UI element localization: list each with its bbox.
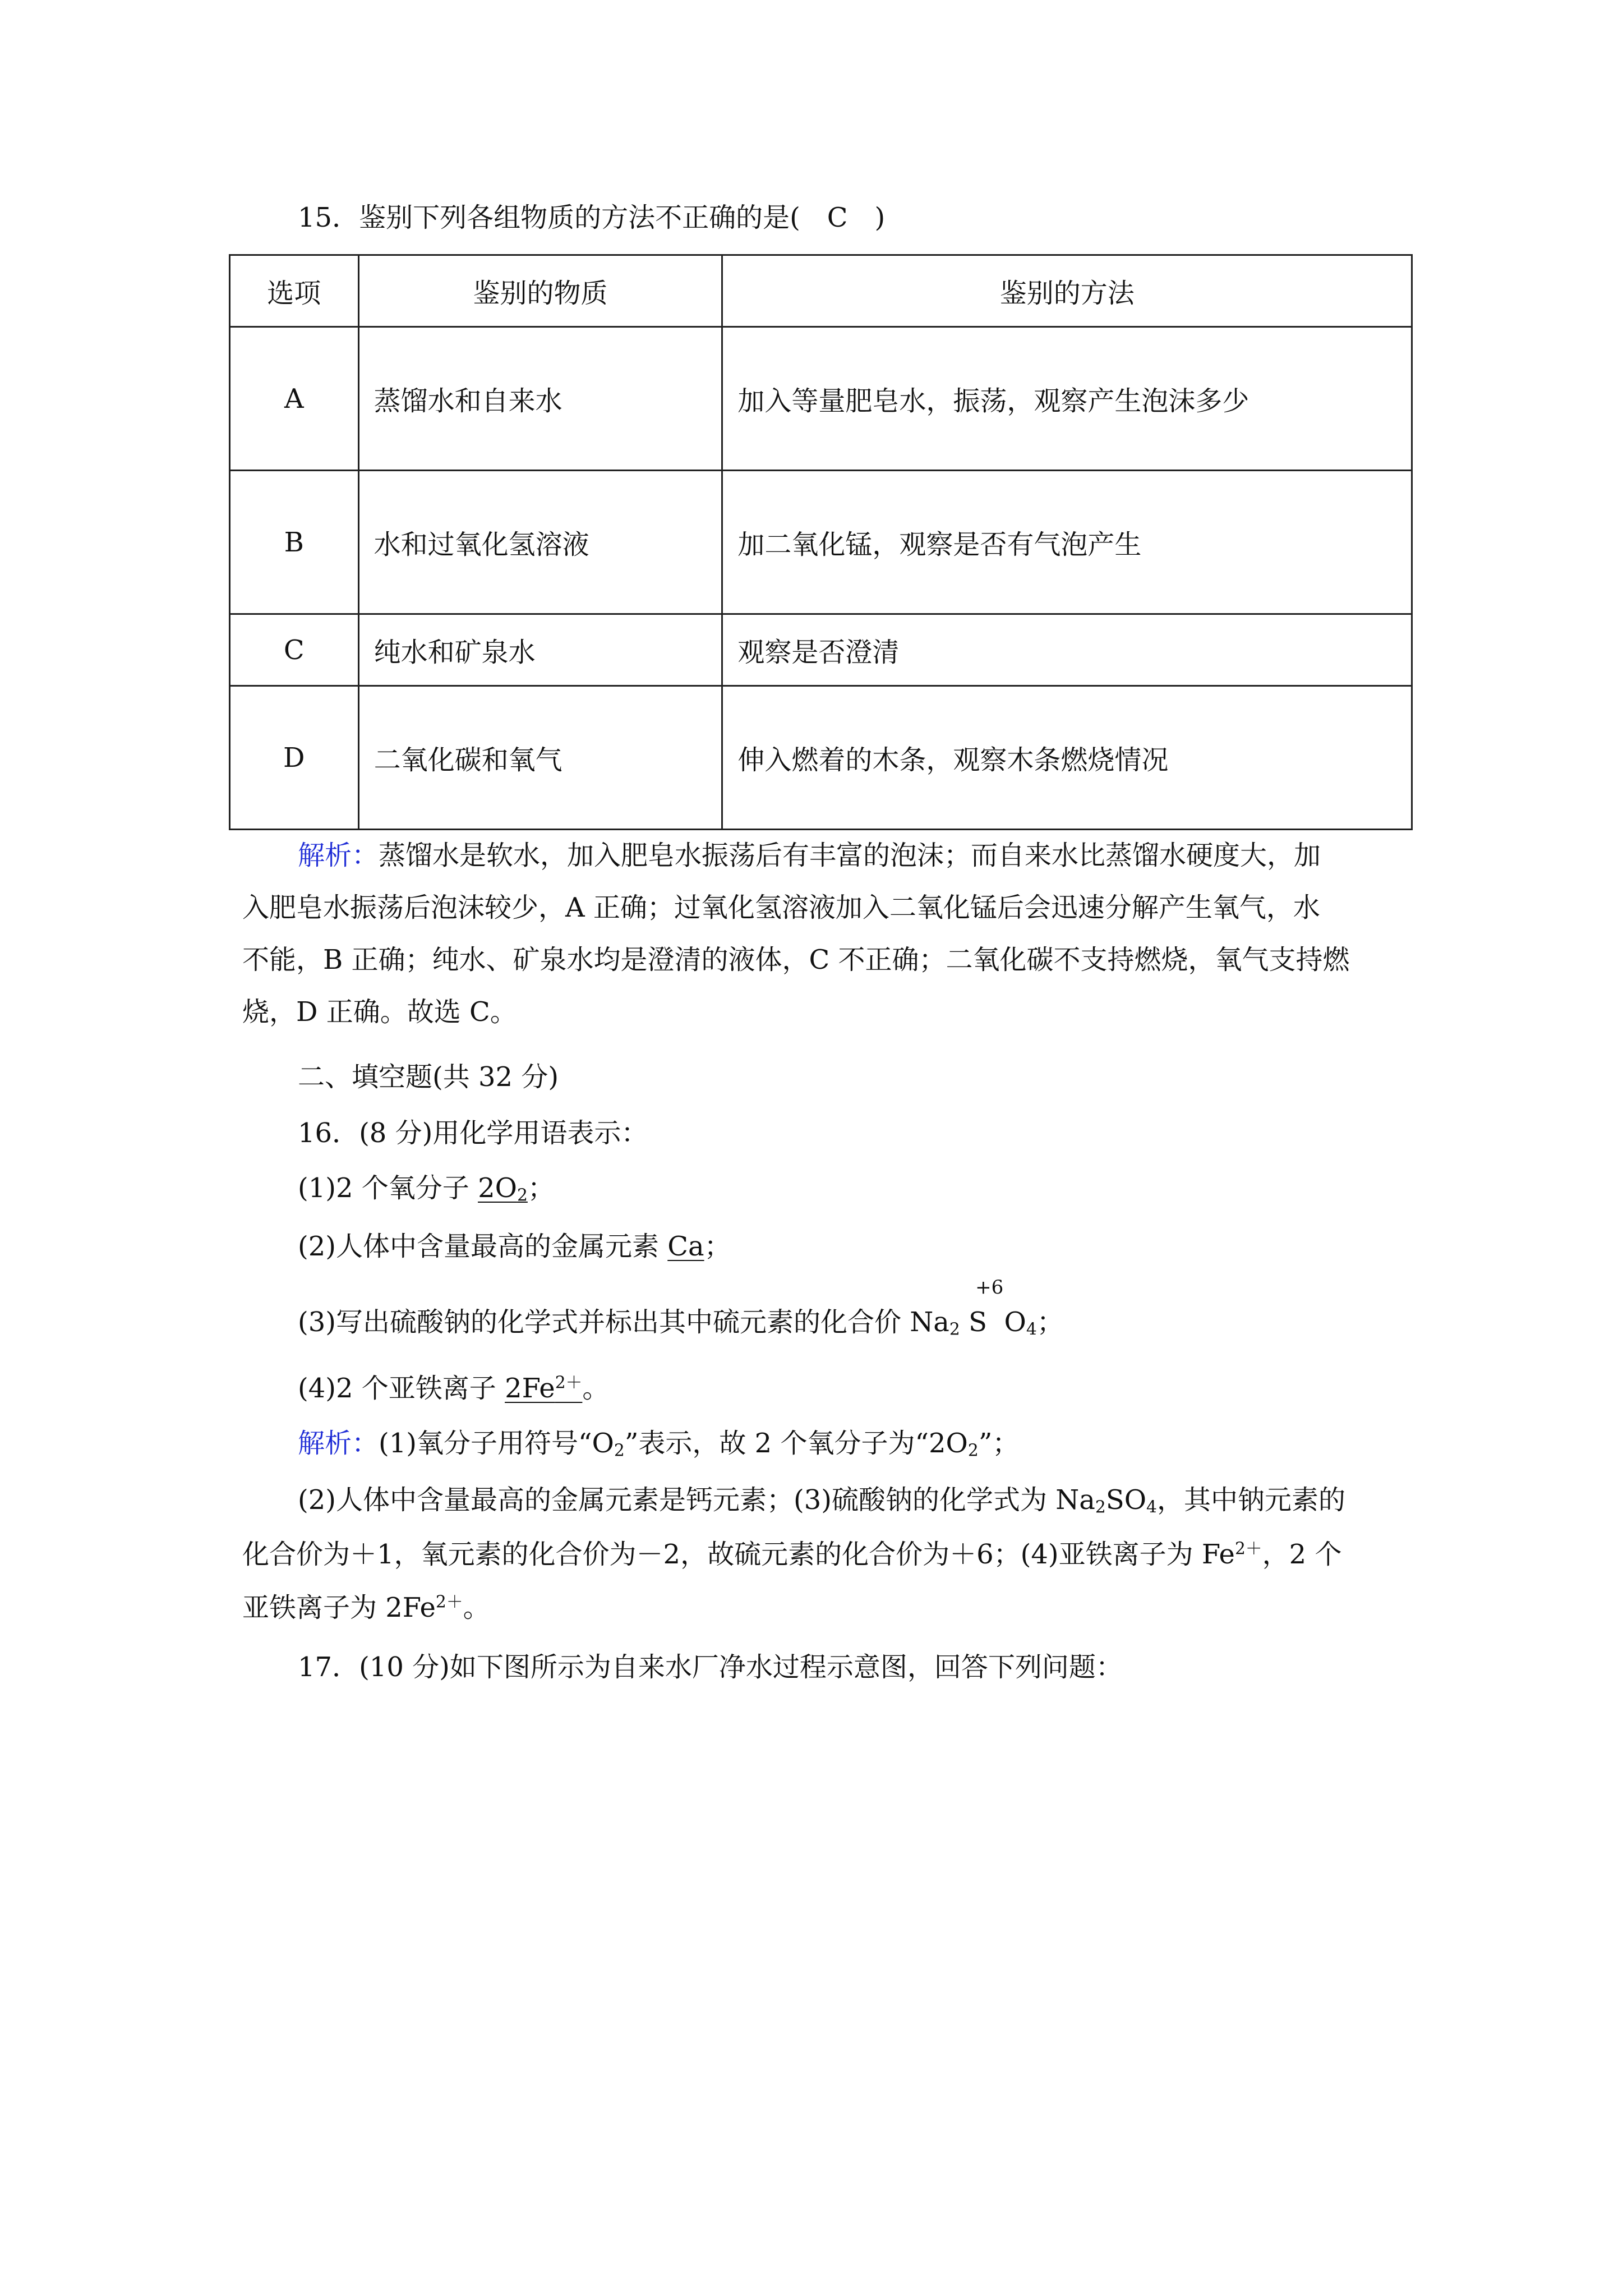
analysis-label: 解析： (298, 1428, 379, 1459)
header-method: 鉴别的方法 (722, 255, 1412, 327)
header-substances: 鉴别的物质 (358, 255, 722, 327)
q16-part-1: (1)2 个氧分子 $2O_2$； (298, 1172, 555, 1205)
row-option: A (230, 327, 359, 471)
section-2-heading: 二、填空题(共 32 分) (298, 1061, 559, 1093)
analysis-label: 解析： (298, 840, 379, 871)
header-option: 选项 (230, 255, 359, 327)
row-method: 加二氧化锰，观察是否有气泡产生 (722, 471, 1412, 614)
row-option: D (230, 686, 359, 830)
q15-analysis-line-1: 解析：蒸馏水是软水，加入肥皂水振荡后有丰富的泡沫；而自来水比蒸馏水硬度大，加 (298, 840, 1321, 871)
table-header-row (230, 255, 1412, 327)
q15-analysis-line-4: 烧，D 正确。故选 C。 (242, 996, 517, 1028)
row-option: B (230, 471, 359, 614)
question-16-stem: 16．(8 分)用化学用语表示： (298, 1117, 648, 1149)
answer-2fe2: $2Fe^{2+}$ (505, 1373, 583, 1404)
q15-analysis-line-2: 入肥皂水振荡后泡沫较少，A 正确；过氧化氢溶液加入二氧化锰后会迅速分解产生氧气，水 (242, 892, 1320, 923)
q16-analysis-line-4: 亚铁离子为 $2Fe^{2+}$。 (242, 1592, 490, 1623)
row-substances: 蒸馏水和自来水 (358, 327, 722, 471)
row-option: C (230, 614, 359, 686)
row-method: 伸入燃着的木条，观察木条燃烧情况 (722, 686, 1412, 830)
table-row (230, 471, 1412, 614)
question-17-stem: 17．(10 分)如下图所示为自来水厂净水过程示意图，回答下列问题： (298, 1651, 1123, 1683)
q16-analysis-line-1: 解析：(1)氧分子用符号“$O_2$”表示，故 2 个氧分子为“$2O_2$”； (298, 1428, 1020, 1461)
valence-mark: +6 (975, 1276, 1004, 1299)
answer-ca: Ca (667, 1231, 704, 1262)
row-substances: 水和过氧化氢溶液 (358, 471, 722, 614)
row-method: 加入等量肥皂水，振荡，观察产生泡沫多少 (722, 327, 1412, 471)
answer-2o2: $2O_2$ (478, 1172, 528, 1205)
q15-analysis-line-3: 不能，B 正确；纯水、矿泉水均是澄清的液体，C 不正确；二氧化碳不支持燃烧，氧气支持燃 (242, 944, 1350, 976)
row-method: 观察是否澄清 (722, 614, 1412, 686)
q16-part-4: (4)2 个亚铁离子 $2Fe^{2+}$。 (298, 1373, 610, 1404)
question-15-stem: 15．鉴别下列各组物质的方法不正确的是( C ) (298, 202, 886, 233)
table-row (230, 327, 1412, 471)
answer-na2so4: $Na_2$ +6 S $O_4$ (910, 1306, 1037, 1338)
row-substances: 纯水和矿泉水 (358, 614, 722, 686)
row-substances: 二氧化碳和氧气 (358, 686, 722, 830)
q16-analysis-line-2: (2)人体中含量最高的金属元素是钙元素；(3)硫酸钠的化学式为 $Na_2SO_4$，其中钠元素的 (298, 1484, 1345, 1517)
q16-part-2: (2)人体中含量最高的金属元素 Ca； (298, 1231, 731, 1262)
q16-part-3: (3)写出硫酸钠的化学式并标出其中硫元素的化合价 $Na_2$ +6 S $O_4$； (298, 1303, 1064, 1342)
table-row (230, 686, 1412, 830)
q16-analysis-line-3: 化合价为＋1，氧元素的化合价为－2，故硫元素的化合价为＋6；(4)亚铁离子为 $Fe^{2+}$，2 个 (242, 1539, 1342, 1570)
table-row (230, 614, 1412, 686)
identification-table (229, 254, 1413, 830)
